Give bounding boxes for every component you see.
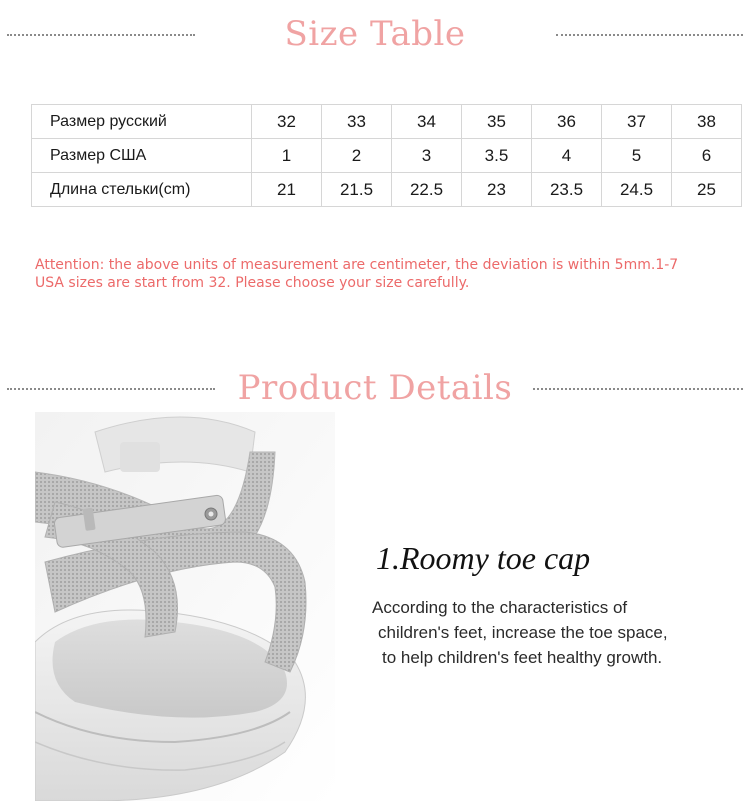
feature-title: 1.Roomy toe cap: [376, 540, 591, 576]
table-cell: 24.5: [602, 173, 672, 207]
dotted-divider-right: [556, 34, 743, 36]
row-label: Размер русский: [32, 105, 252, 139]
table-cell: 5: [602, 139, 672, 173]
table-cell: 4: [532, 139, 602, 173]
product-details-title: Product Details: [237, 368, 513, 408]
table-row: [32, 139, 742, 173]
size-table-title: Size Table: [284, 14, 466, 54]
feature-line: to help children's feet healthy growth.: [382, 648, 663, 667]
table-cell: 32: [252, 105, 322, 139]
table-cell: 38: [672, 105, 742, 139]
dotted-divider-right: [533, 388, 743, 390]
table-cell: 21.5: [322, 173, 392, 207]
attention-note: [35, 256, 735, 292]
table-row: [32, 105, 742, 139]
row-label: Размер США: [32, 139, 252, 173]
table-row: [32, 173, 742, 207]
table-cell: 23.5: [532, 173, 602, 207]
table-cell: 1: [252, 139, 322, 173]
feature-line: According to the characteristics of: [372, 598, 628, 617]
product-details-heading: [0, 364, 750, 412]
table-cell: 37: [602, 105, 672, 139]
size-table: [31, 104, 742, 207]
table-cell: 34: [392, 105, 462, 139]
table-cell: 21: [252, 173, 322, 207]
size-table-heading: [0, 12, 750, 56]
table-cell: 6: [672, 139, 742, 173]
table-cell: 36: [532, 105, 602, 139]
feature-line: children's feet, increase the toe space,: [378, 623, 668, 642]
table-cell: 33: [322, 105, 392, 139]
table-cell: 3.5: [462, 139, 532, 173]
note-line: Attention: the above units of measurement are centimeter, the deviation is within 5mm.1-7: [35, 257, 679, 273]
feature-description: [372, 595, 732, 670]
table-cell: 2: [322, 139, 392, 173]
table-cell: 23: [462, 173, 532, 207]
sandal-illustration: [35, 412, 335, 801]
table-cell: 3: [392, 139, 462, 173]
table-cell: 22.5: [392, 173, 462, 207]
row-label: Длина стельки(cm): [32, 173, 252, 207]
table-cell: 25: [672, 173, 742, 207]
sandal-photo: [35, 412, 335, 801]
table-cell: 35: [462, 105, 532, 139]
note-line: USA sizes are start from 32. Please choose your size carefully.: [35, 275, 470, 291]
